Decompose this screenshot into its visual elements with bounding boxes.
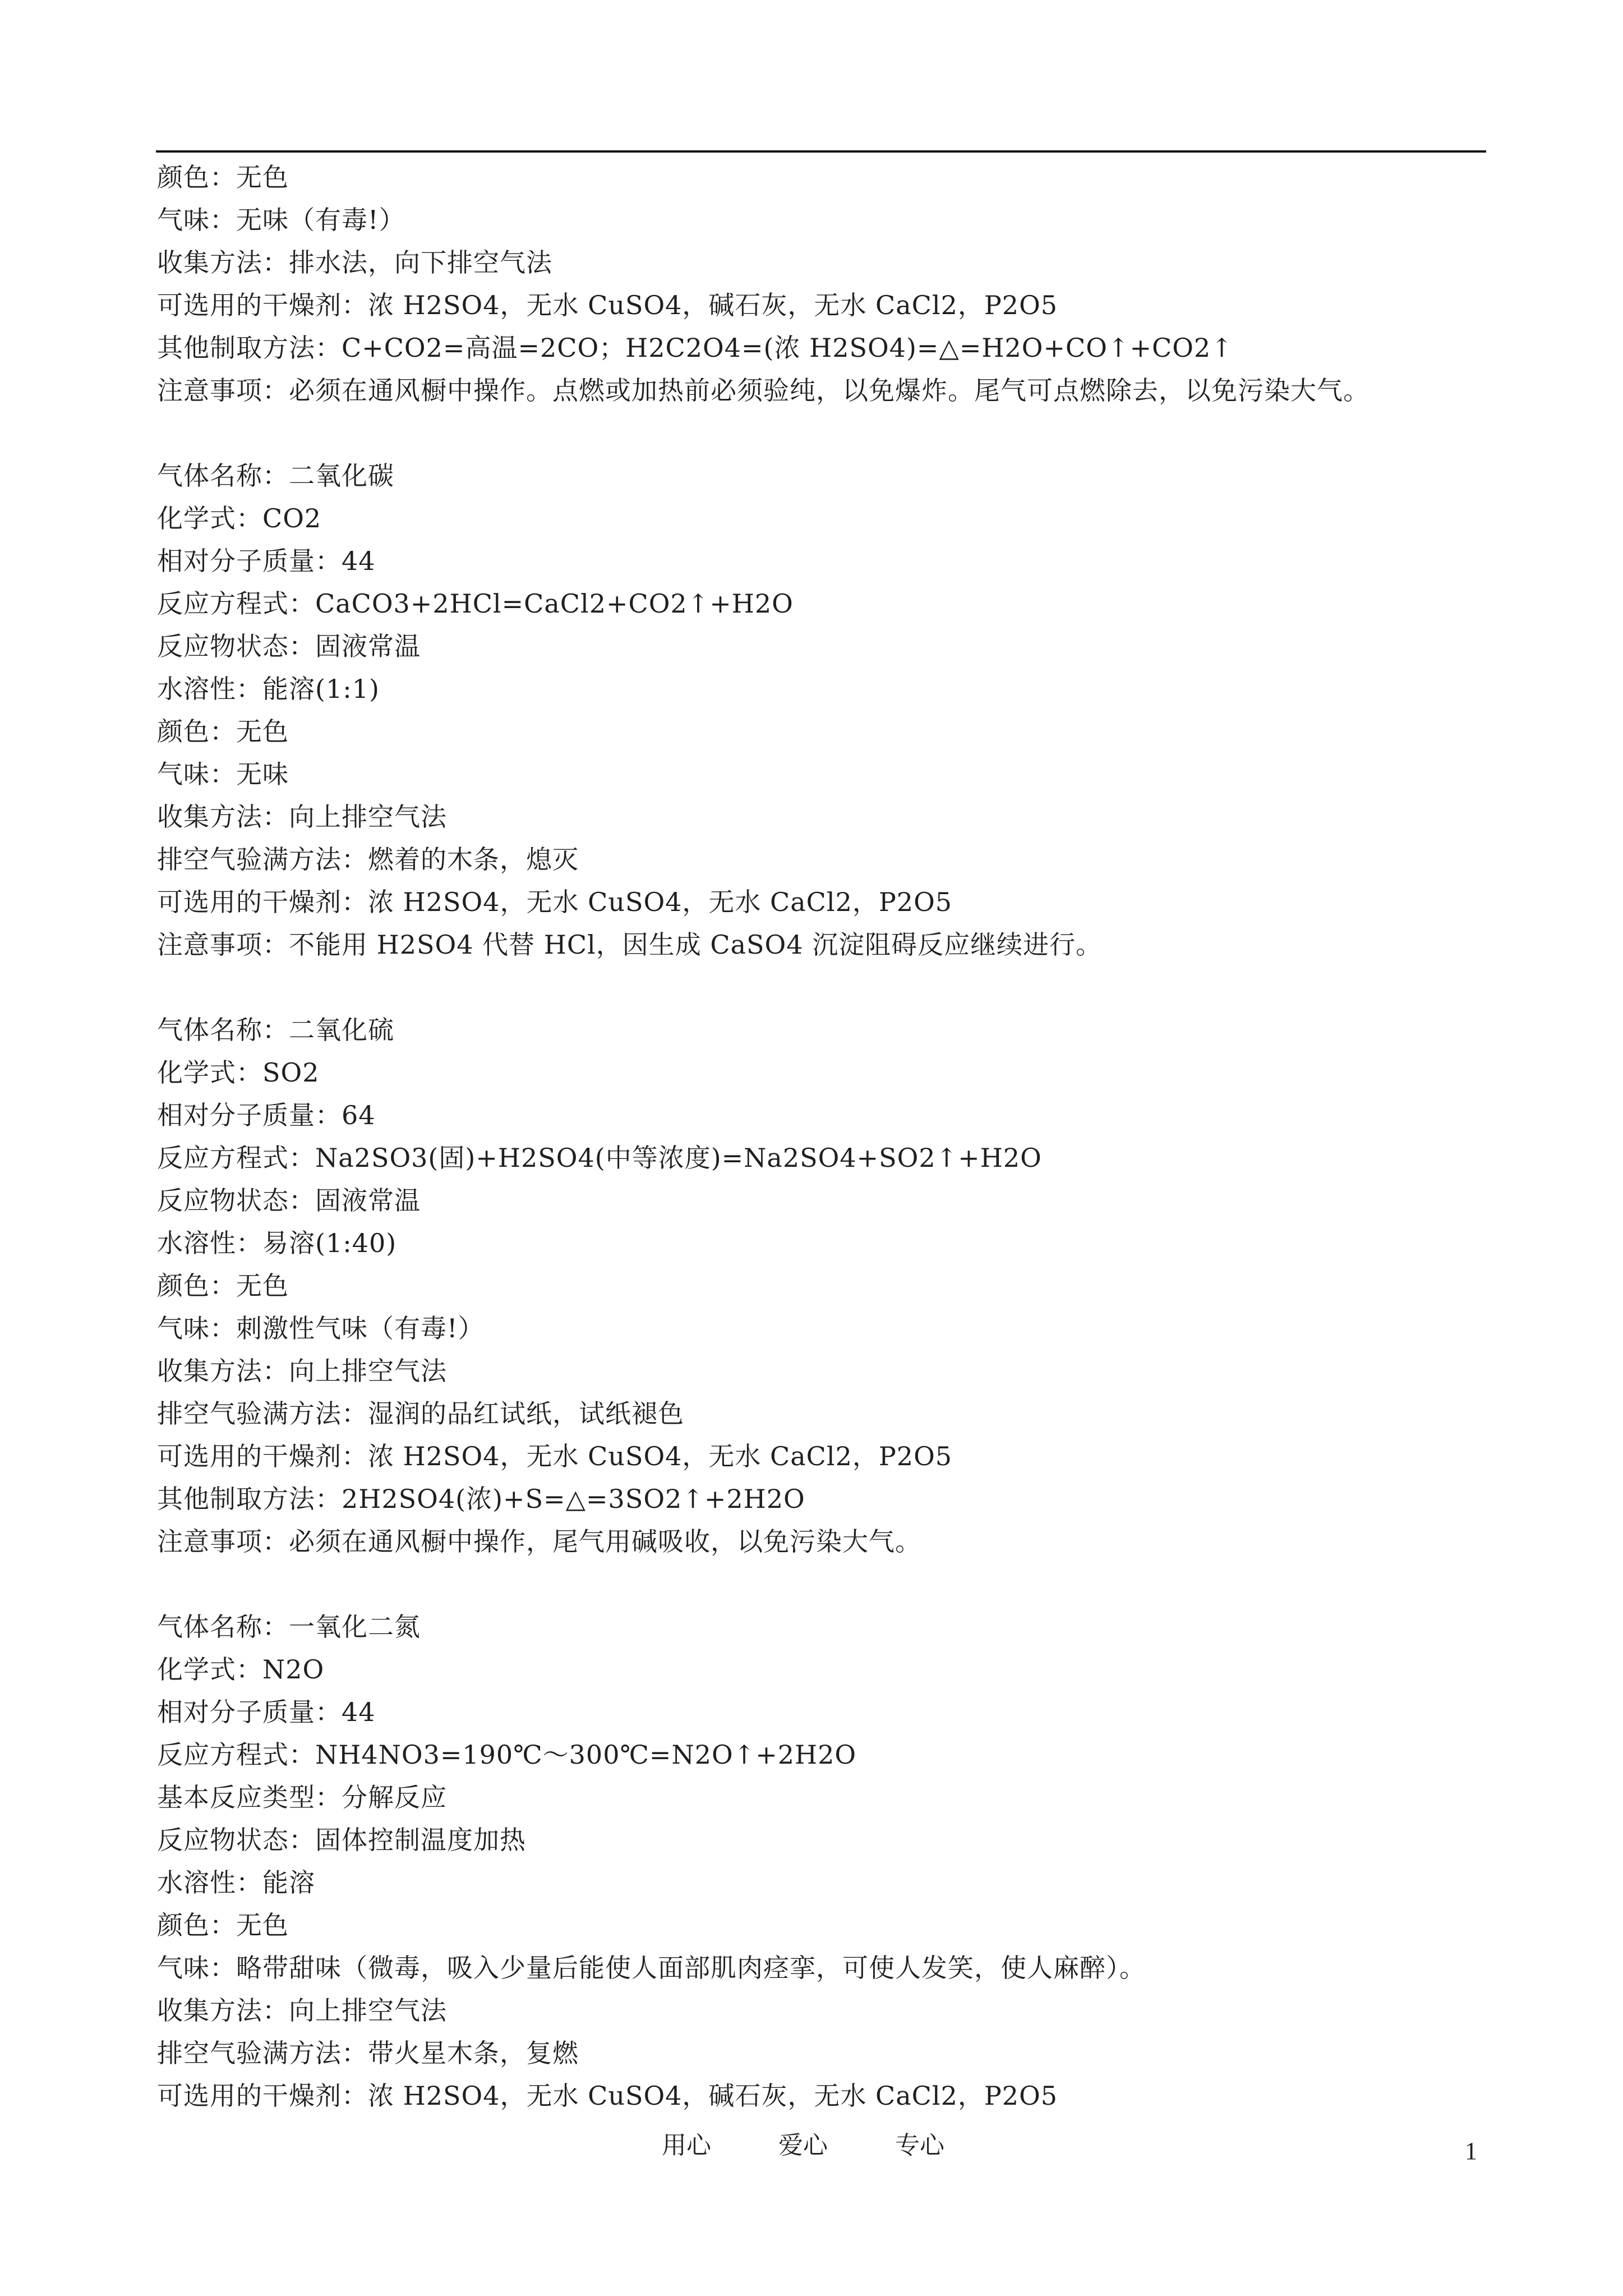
text-line: 反应方程式：CaCO3+2HCl=CaCl2+CO2↑+H2O <box>157 588 794 619</box>
text-line: 相对分子质量：44 <box>157 546 376 576</box>
text-line: 颜色：无色 <box>157 716 289 747</box>
footer-motto <box>662 2129 944 2162</box>
text-line: 反应物状态：固液常温 <box>157 1185 421 1216</box>
section-nitrous-oxide <box>157 1605 1481 2117</box>
gas-name-line: 气体名称：一氧化二氮 <box>157 1612 421 1642</box>
text-line: 化学式：N2O <box>157 1654 325 1685</box>
text-line: 气味：略带甜味（微毒，吸入少量后能使人面部肌肉痉挛，可使人发笑，使人麻醉）。 <box>157 1953 1146 1983</box>
section-carbon-monoxide-tail <box>157 156 1481 412</box>
text-line: 水溶性：易溶(1:40) <box>157 1228 397 1258</box>
gas-name-line: 气体名称：二氧化硫 <box>157 1015 394 1045</box>
text-line: 气味：无味 <box>157 759 289 789</box>
text-line: 反应方程式：Na2SO3(固)+H2SO4(中等浓度)=Na2SO4+SO2↑+H2O <box>157 1143 1042 1173</box>
text-line: 化学式：SO2 <box>157 1057 320 1088</box>
text-line: 水溶性：能溶(1:1) <box>157 674 380 704</box>
text-line: 排空气验满方法：燃着的木条，熄灭 <box>157 844 579 875</box>
text-line: 气味：无味（有毒!） <box>157 205 405 235</box>
text-line: 排空气验满方法：湿润的品红试纸，试纸褪色 <box>157 1398 684 1429</box>
text-line: 相对分子质量：44 <box>157 1697 376 1727</box>
footer-motto-item: 专心 <box>895 2131 944 2160</box>
footer-motto-item: 用心 <box>662 2131 711 2160</box>
text-line: 颜色：无色 <box>157 162 289 192</box>
text-line: 化学式：CO2 <box>157 503 322 533</box>
text-line: 其他制取方法：C+CO2=高温=2CO；H2C2O4=(浓 H2SO4)=△=H2O+CO↑+CO2↑ <box>157 333 1233 363</box>
text-line: 收集方法：排水法，向下排空气法 <box>157 247 552 278</box>
text-line: 收集方法：向上排空气法 <box>157 1356 447 1386</box>
text-line: 其他制取方法：2H2SO4(浓)+S=△=3SO2↑+2H2O <box>157 1484 805 1514</box>
text-line: 颜色：无色 <box>157 1271 289 1301</box>
text-line: 气味：刺激性气味（有毒!） <box>157 1313 485 1343</box>
footer-motto-item: 爱心 <box>778 2131 828 2160</box>
text-line: 可选用的干燥剂：浓 H2SO4，无水 CuSO4，无水 CaCl2，P2O5 <box>157 1441 953 1471</box>
document-body <box>157 156 1481 2117</box>
text-line: 可选用的干燥剂：浓 H2SO4，无水 CuSO4，碱石灰，无水 CaCl2，P2O5 <box>157 290 1058 320</box>
text-line: 排空气验满方法：带火星木条，复燃 <box>157 2038 579 2068</box>
text-line: 反应方程式：NH4NO3=190℃～300℃=N2O↑+2H2O <box>157 1740 857 1770</box>
text-line: 可选用的干燥剂：浓 H2SO4，无水 CuSO4，碱石灰，无水 CaCl2，P2O5 <box>157 2081 1058 2111</box>
text-line: 可选用的干燥剂：浓 H2SO4，无水 CuSO4，无水 CaCl2，P2O5 <box>157 887 953 917</box>
section-carbon-dioxide <box>157 454 1481 966</box>
section-sulfur-dioxide <box>157 1009 1481 1563</box>
text-line: 注意事项：不能用 H2SO4 代替 HCl，因生成 CaSO4 沉淀阻碍反应继续进行。 <box>157 930 1103 960</box>
text-line: 注意事项：必须在通风橱中操作，尾气用碱吸收，以免污染大气。 <box>157 1526 921 1557</box>
text-line: 收集方法：向上排空气法 <box>157 802 447 832</box>
text-line: 收集方法：向上排空气法 <box>157 1995 447 2026</box>
header-rule <box>156 150 1486 153</box>
text-line: 反应物状态：固体控制温度加热 <box>157 1825 526 1855</box>
text-line: 注意事项：必须在通风橱中操作。点燃或加热前必须验纯，以免爆炸。尾气可点燃除去，以免污染大气。 <box>157 375 1370 406</box>
text-line: 基本反应类型：分解反应 <box>157 1782 447 1812</box>
text-line: 水溶性：能溶 <box>157 1867 315 1898</box>
text-line: 相对分子质量：64 <box>157 1100 376 1130</box>
text-line: 反应物状态：固液常温 <box>157 631 421 661</box>
gas-name-line: 气体名称：二氧化碳 <box>157 461 394 491</box>
page-number: 1 <box>1465 2137 1477 2165</box>
text-line: 颜色：无色 <box>157 1910 289 1940</box>
